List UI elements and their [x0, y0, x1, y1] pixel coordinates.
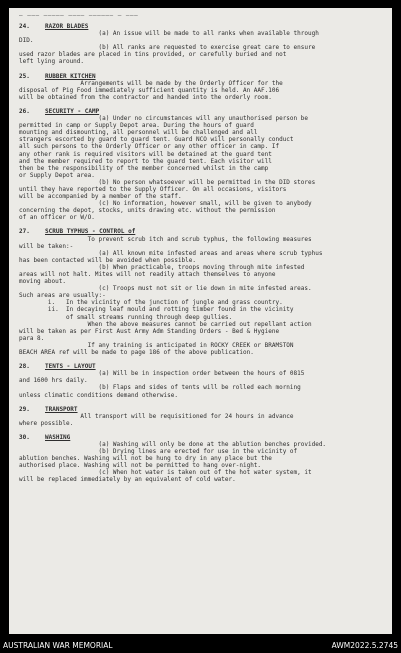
section-text-line: (a) Washing will only be done at the ablution benches provided.	[19, 440, 327, 448]
section-text-line: (a) Under no circumstances will any unauthorised person be	[19, 115, 308, 123]
section-text-line: To prevent scrub itch and scrub typhus, the following measures	[19, 235, 312, 243]
section-text-line: Such areas are usually:-	[19, 292, 106, 300]
sections-container	[19, 23, 385, 484]
section-title: SECURITY - CAMP	[45, 107, 100, 115]
section-number: 24.	[19, 23, 30, 30]
archive-footer	[0, 639, 401, 653]
section-text-line: ablution benches. Washing will not be hung to dry in any place but the	[19, 455, 272, 463]
section-text-line: mounting and dismounting, all personnel will be challenged and all	[19, 129, 258, 137]
section-30	[19, 434, 385, 484]
section-text-line: left lying around.	[19, 58, 85, 66]
section-title: TRANSPORT	[45, 405, 78, 413]
section-text-line: i. In the vicinity of the junction of jungle and grass country.	[19, 299, 283, 307]
section-text-line: will be replaced immediately by an equivalent of cold water.	[19, 476, 236, 484]
section-24	[19, 23, 385, 66]
section-text-line: ii. In decaying leaf mould and rotting timber found in the vicinity	[19, 306, 294, 314]
section-25	[19, 73, 385, 101]
section-text-line: If any training is anticipated in ROCKY CREEK or BRAMSTON	[19, 341, 294, 349]
section-text-line: When the above measures cannot be carried out repellant action	[19, 320, 312, 328]
section-text-line: where possible.	[19, 419, 74, 427]
section-text-line: (c) When hot water is taken out of the hot water system, it	[19, 469, 312, 477]
section-27	[19, 228, 385, 356]
section-title: RAZOR BLADES	[45, 23, 89, 30]
section-text-line: DID.	[19, 37, 34, 45]
section-28	[19, 363, 385, 398]
section-text-line: has been contacted will be avoided when possible.	[19, 256, 197, 264]
section-text-line: or Supply Depot area.	[19, 171, 95, 179]
section-26	[19, 108, 385, 222]
section-text-line: (a) Will be in inspection order between the hours of 0815	[19, 370, 305, 378]
section-text-line: will be obtained from the contractor and handed into the orderly room.	[19, 93, 272, 101]
section-heading	[19, 108, 385, 115]
section-text-line: of an officer or W/O.	[19, 214, 95, 222]
section-text-line: of small streams running through deep gullies.	[19, 313, 233, 321]
section-number: 29.	[19, 405, 30, 413]
footer-institution: AUSTRALIAN WAR MEMORIAL	[3, 641, 113, 650]
section-text-line: authorised place. Washing will not be permitted to hang over-night.	[19, 462, 262, 470]
section-text-line: para 8.	[19, 334, 45, 342]
footer-reference: AWM2022.5.2745	[331, 641, 398, 650]
section-heading	[19, 363, 385, 370]
section-text-line: will be taken:-	[19, 242, 74, 250]
section-text-line: (b) Flaps and sides of tents will be rolled each morning	[19, 384, 301, 392]
document-page	[9, 8, 392, 634]
section-text-line: until they have reported to the Supply Officer. On all occasions, visitors	[19, 185, 287, 193]
section-number: 28.	[19, 363, 30, 371]
section-text-line: and 1600 hrs daily.	[19, 377, 88, 385]
section-text-line: BEACH AREA ref will be made to page 186 of the above publication.	[19, 349, 254, 357]
section-text-line: All transport will be requisitioned for 24 hours in advance	[19, 412, 294, 420]
section-text-line: permitted in camp or Supply Depot area. During the hours of guard	[19, 122, 254, 130]
section-number: 26.	[19, 107, 30, 115]
section-text-line: moving about.	[19, 278, 66, 286]
section-text-line: strangers escorted by guard to guard tent. Guard NCO will personally conduct	[19, 136, 294, 144]
section-text-line: (b) Drying lines are erected for use in the vicinity of	[19, 448, 298, 456]
section-29	[19, 406, 385, 427]
section-text-line: (c) Troops must not sit or lie down in mite infested areas.	[19, 285, 312, 293]
section-text-line: (a) All known mite infested areas and areas where scrub typhus	[19, 249, 323, 257]
section-text-line: all such persons to the Orderly Officer or any other officer in camp. If	[19, 143, 280, 151]
section-text-line: (b) All ranks are requested to exercise great care to ensure	[19, 44, 316, 52]
section-text-line: Arrangements will be made by the Orderly Officer for the	[19, 79, 283, 87]
section-text-line: and the member required to report to the guard tent. Each visitor will	[19, 157, 272, 165]
section-text-line: (b) When practicable, troops moving through mite infested	[19, 263, 305, 271]
section-text-line: (a) An issue will be made to all ranks when available through	[19, 30, 319, 38]
section-heading	[19, 434, 385, 441]
section-heading	[19, 73, 385, 80]
section-number: 30.	[19, 433, 30, 441]
section-title: SCRUB TYPHUS - CONTROL of	[45, 228, 136, 236]
section-title: WASHING	[45, 433, 71, 441]
document-body	[19, 12, 385, 484]
section-text-line: concerning the depot, stocks, units drawing etc. without the permission	[19, 207, 276, 215]
section-text-line: any other rank is required visitors will be detained at the guard tent	[19, 150, 272, 158]
section-heading	[19, 228, 385, 235]
section-text-line: (b) No person whatsoever will be permitted in the DID stores	[19, 178, 316, 186]
faded-header-strip: — ——— ————— ———— —————— — ———	[19, 12, 139, 19]
section-text-line: unless climatic conditions demand otherwise.	[19, 391, 178, 399]
section-title: RUBBER KITCHEN	[45, 72, 96, 80]
section-text-line: disposal of Pig Food immediately sufficient quantity is held. An AAF.106	[19, 86, 280, 94]
section-text-line: then be the responsibility of the member concerned whilst in the camp	[19, 164, 269, 172]
section-text-line: used razor blades are placed in tins provided, or carefully buried and not	[19, 51, 287, 59]
section-heading	[19, 406, 385, 413]
section-text-line: will be taken as per First Aust Army Adm Standing Orders - Bed & Hygiene	[19, 327, 280, 335]
section-text-line: areas will not halt. Mites will not readily attach themselves to anyone	[19, 271, 276, 278]
section-text-line: will be accompanied by a member of the staff.	[19, 193, 182, 201]
section-text-line: (c) No information, however small, will be given to anybody	[19, 200, 312, 208]
section-title: TENTS - LAYOUT	[45, 363, 96, 371]
section-number: 27.	[19, 228, 30, 236]
section-number: 25.	[19, 72, 30, 80]
section-heading	[19, 23, 385, 30]
